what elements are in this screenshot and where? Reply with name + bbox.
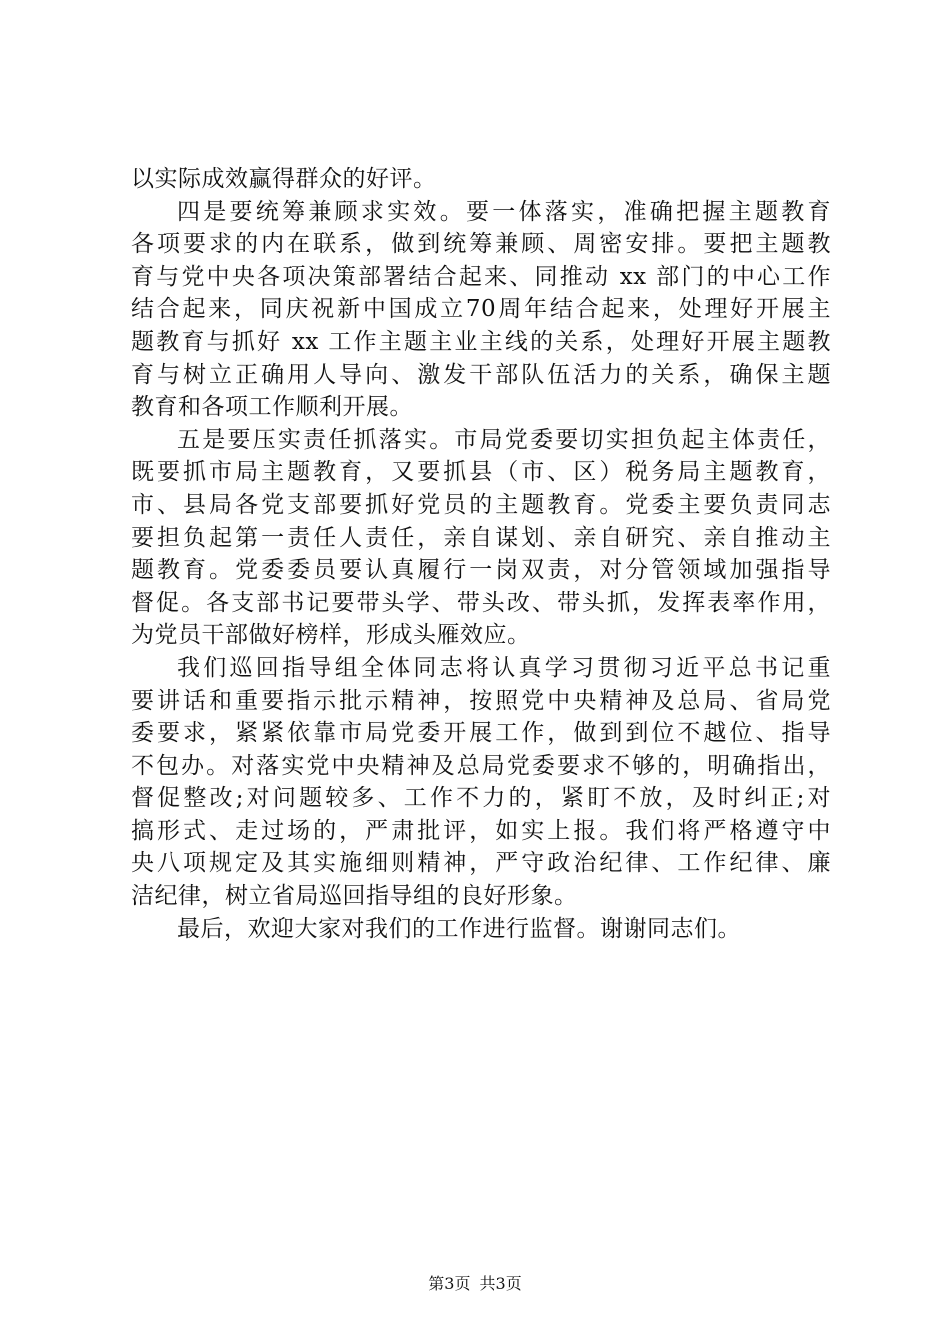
text-line: 既要抓市局主题教育，又要抓县（市、区）税务局主题教育， [131,459,831,486]
text-line: 育与树立正确用人导向、激发干部队伍活力的关系，确保主题 [131,361,831,388]
text-line: 市、县局各党支部要抓好党员的主题教育。党委主要负责同志 [131,491,831,518]
text-line: 五是要压实责任抓落实。市局党委要切实担负起主体责任， [177,426,831,453]
text-line: 为党员干部做好榜样，形成头雁效应。 [131,622,531,649]
text-line: 结合起来，同庆祝新中国成立70周年结合起来，处理好开展主 [131,296,831,323]
text-line: 央八项规定及其实施细则精神，严守政治纪律、工作纪律、廉 [131,850,831,877]
text-line: 督促。各支部书记要带头学、带头改、带头抓，发挥表率作用， [131,589,831,616]
text-line: 我们巡回指导组全体同志将认真学习贯彻习近平总书记重 [177,654,831,681]
page-footer [0,1274,950,1294]
text-line: 搞形式、走过场的，严肃批评，如实上报。我们将严格遵守中 [131,817,831,844]
text-line: 要讲话和重要指示批示精神，按照党中央精神及总局、省局党 [131,687,831,714]
text-line: 不包办。对落实党中央精神及总局党委要求不够的，明确指出， [131,752,831,779]
text-line: 教育和各项工作顺利开展。 [131,394,413,421]
text-line: 要担负起第一责任人责任，亲自谋划、亲自研究、亲自推动主 [131,524,831,551]
text-line: 各项要求的内在联系，做到统筹兼顾、周密安排。要把主题教 [131,231,831,258]
page-total: 共3页 [479,1274,522,1293]
text-line: 督促整改;对问题较多、工作不力的，紧盯不放，及时纠正;对 [131,785,831,812]
text-line: 最后，欢迎大家对我们的工作进行监督。谢谢同志们。 [177,915,741,942]
text-line: 洁纪律，树立省局巡回指导组的良好形象。 [131,883,578,910]
text-line: 育与党中央各项决策部署结合起来、同推动 xx 部门的中心工作 [131,263,831,290]
text-line: 四是要统筹兼顾求实效。要一体落实，准确把握主题教育 [177,198,831,225]
text-line: 以实际成效赢得群众的好评。 [131,166,437,192]
document-body [131,163,831,945]
text-line: 题教育。党委委员要认真履行一岗双责，对分管领域加强指导 [131,557,831,584]
text-line: 委要求，紧紧依靠市局党委开展工作，做到到位不越位、指导 [131,720,831,747]
page-number: 第3页 [428,1274,471,1293]
text-line: 题教育与抓好 xx 工作主题主业主线的关系，处理好开展主题教 [131,328,831,355]
